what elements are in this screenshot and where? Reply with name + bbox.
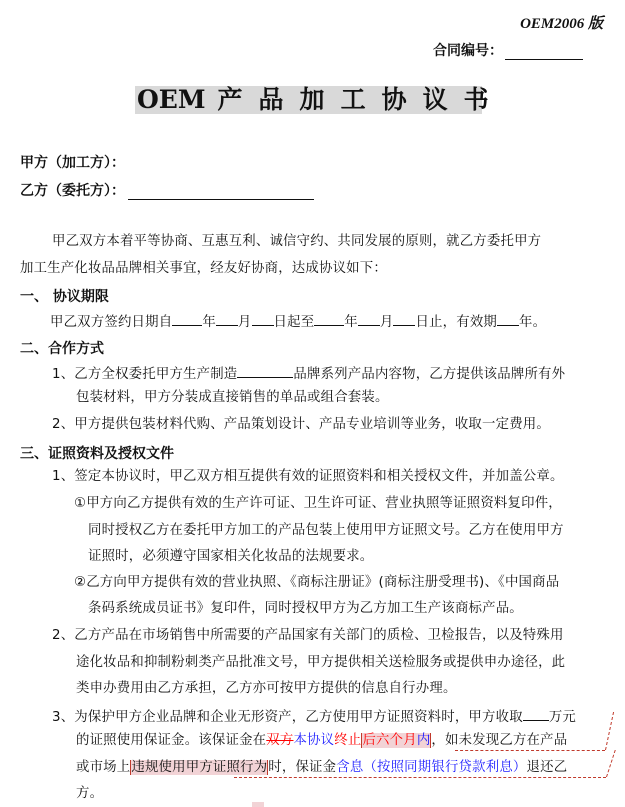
section-3-item-3-line-2 xyxy=(76,733,567,749)
title-word: 品 xyxy=(258,85,284,114)
party-a-field xyxy=(20,152,125,172)
section-3-item-3-line-4: 方。 xyxy=(76,786,104,801)
text: 品牌系列产品内容物，乙方提供该品牌所有外 xyxy=(293,367,566,382)
text: 3、为保护甲方企业品牌和企业无形资产，乙方使用甲方证照资料时，甲方收取 xyxy=(52,710,523,725)
section-3-sub-1-line-3: 证照时，必须遵守国家相关化妆品的法规要求。 xyxy=(88,549,374,564)
section-3-sub-2-line-2: 条码系统成员证书》复印件，同时授权甲方为乙方加工生产该商标产品。 xyxy=(88,601,523,616)
deleted-text[interactable]: 双方 xyxy=(266,733,294,748)
revision-connector-line xyxy=(455,750,605,751)
section-3-item-1: 1、签定本协议时，甲乙双方相互提供有效的证照资料和相关授权文件，并加盖公章。 xyxy=(52,469,564,484)
year-blank[interactable] xyxy=(314,312,344,326)
text: 甲乙双方签约日期自 xyxy=(50,315,173,330)
text: 年 xyxy=(344,315,358,330)
highlighted-insertion[interactable]: 内 xyxy=(416,733,431,748)
section-2-item-2: 2、甲方提供包装材料代购、产品策划设计、产品专业培训等业务，收取一定费用。 xyxy=(52,417,550,432)
preamble-line-2: 加工生产化妆品品牌相关事宜，经友好协商，达成协议如下： xyxy=(20,261,387,276)
text: 月 xyxy=(237,315,252,330)
section-3-item-2-line-1: 2、乙方产品在市场销售中所需要的产品国家有关部门的质检、卫检报告，以及特殊用 xyxy=(52,628,564,643)
text: 月 xyxy=(379,315,394,330)
revision-marker xyxy=(252,802,264,807)
party-b-label: 乙方（委托方）： xyxy=(20,183,125,199)
section-2-heading: 二、合作方式 xyxy=(20,341,104,357)
deposit-amount-blank[interactable] xyxy=(523,707,549,721)
text: ，如未发现乙方在产品 xyxy=(431,733,568,748)
title-word: 加 xyxy=(299,85,325,114)
title-word: 议 xyxy=(422,85,448,114)
inserted-text[interactable]: 本协议 xyxy=(293,733,335,748)
contract-number xyxy=(433,40,583,60)
brand-blank[interactable] xyxy=(237,364,293,378)
section-3-heading: 三、证照资料及授权文件 xyxy=(20,446,174,462)
day-blank[interactable] xyxy=(393,312,415,326)
text: 时，保证金 xyxy=(268,760,337,775)
title-word: 书 xyxy=(463,85,489,114)
inserted-text[interactable]: 含息（按照同期银行贷款利息） xyxy=(336,760,527,775)
section-3-item-3-line-3 xyxy=(76,760,567,776)
section-2-item-1 xyxy=(52,364,565,383)
section-3-sub-1-line-1: ①甲方向乙方提供有效的生产许可证、卫生许可证、营业执照等证照资料复印件， xyxy=(74,496,562,511)
version-label: OEM2006 版 xyxy=(520,16,603,32)
document-title xyxy=(135,85,489,114)
text: 万元 xyxy=(548,710,576,725)
section-3-item-2-line-2: 途化妆品和抑制粉刺类产品批准文号，甲方提供相关送检服务或提供申办途径，此 xyxy=(76,655,566,670)
preamble-line-1: 甲乙双方本着平等协商、互惠互利、诚信守约、共同发展的原则，就乙方委托甲方 xyxy=(52,234,542,249)
text: 1、乙方全权委托甲方生产制造 xyxy=(52,367,238,382)
text: 日起至 xyxy=(273,315,315,330)
title-word: 工 xyxy=(340,85,366,114)
title-word: 协 xyxy=(381,85,407,114)
revision-connector-diagonal xyxy=(605,712,614,750)
section-3-sub-1-line-2: 同时授权乙方在委托甲方加工的产品包装上使用甲方证照文号。乙方在使用甲方 xyxy=(88,523,564,538)
contract-number-blank[interactable] xyxy=(505,45,583,60)
party-a-label: 甲方（加工方）： xyxy=(20,155,125,171)
highlighted-insertion[interactable]: 后六个月 xyxy=(362,733,417,748)
year-blank[interactable] xyxy=(172,312,202,326)
highlighted-text[interactable]: 违规使用甲方证照行为 xyxy=(131,760,268,775)
month-blank[interactable] xyxy=(358,312,380,326)
text: 的证照使用保证金。该保证金在 xyxy=(76,733,267,748)
section-1-text xyxy=(50,312,546,331)
text: 日止，有效期 xyxy=(415,315,498,330)
title-word: 产 xyxy=(217,85,243,114)
text: 年 xyxy=(202,315,216,330)
text: 退还乙 xyxy=(526,760,568,775)
month-blank[interactable] xyxy=(216,312,238,326)
section-1-heading: 一、 协议期限 xyxy=(20,289,109,305)
party-b-field xyxy=(20,180,314,200)
party-b-blank[interactable] xyxy=(128,184,314,200)
contract-number-label: 合同编号： xyxy=(433,43,503,59)
section-2-item-1-cont: 包装材料，甲方分装成直接销售的单品或组合套装。 xyxy=(76,390,389,405)
revision-connector-line xyxy=(234,777,606,778)
title-word: OEM xyxy=(137,85,206,114)
day-blank[interactable] xyxy=(252,312,274,326)
inserted-text[interactable]: 终止 xyxy=(334,733,362,748)
text: 或市场上 xyxy=(76,760,131,775)
section-3-item-3-line-1 xyxy=(52,707,576,726)
years-blank[interactable] xyxy=(497,312,519,326)
revision-connector-diagonal xyxy=(606,750,616,777)
section-3-item-2-line-3: 类申办费用由乙方承担，乙方亦可按甲方提供的信息自行办理。 xyxy=(76,681,457,696)
section-3-sub-2-line-1: ②乙方向甲方提供有效的营业执照、《商标注册证》(商标注册受理书)、《中国商品 xyxy=(74,575,560,590)
text: 年。 xyxy=(519,315,547,330)
